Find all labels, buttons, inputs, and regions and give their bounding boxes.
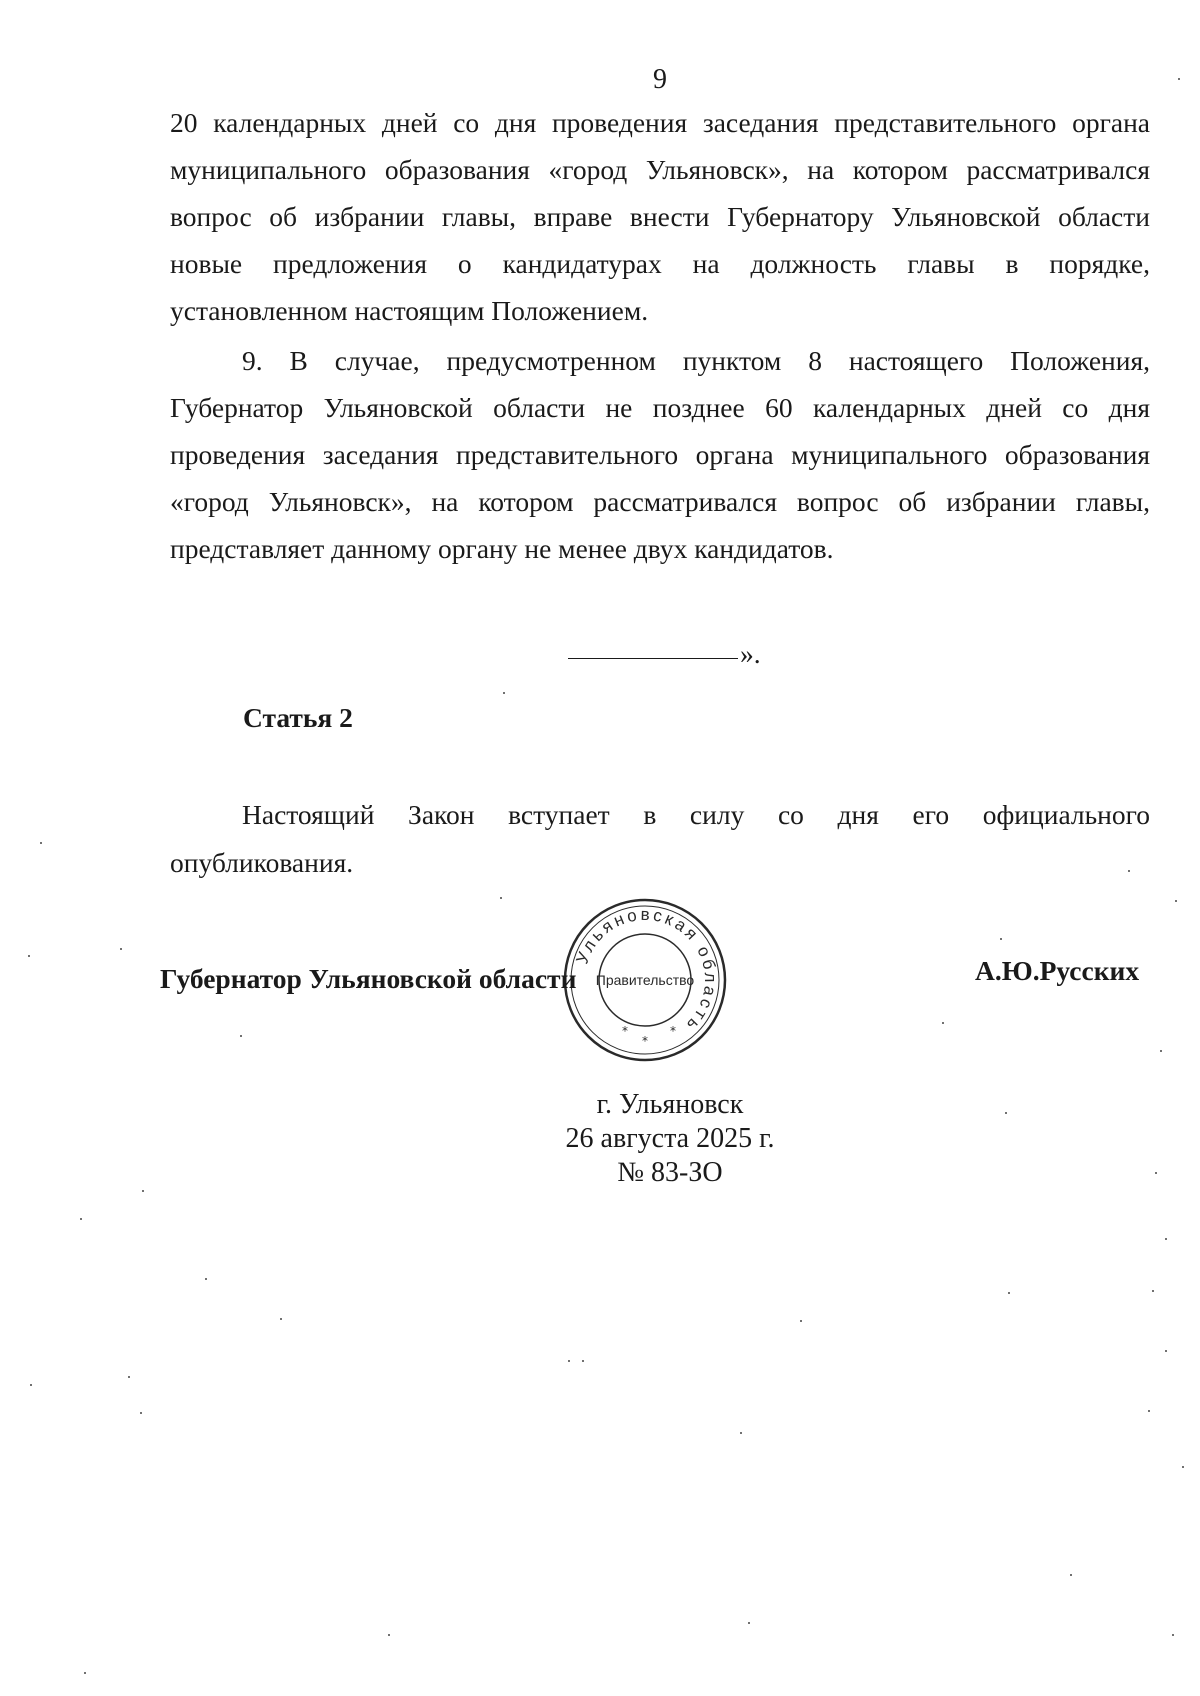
place: г. Ульяновск <box>596 1089 744 1120</box>
scan-speck <box>503 692 505 694</box>
text-line: Губернатор Ульяновской области не позднее 60 календарных дней со дня <box>170 392 1150 423</box>
law-number: № 83-ЗО <box>617 1157 723 1188</box>
scan-speck <box>500 897 502 899</box>
scan-speck <box>120 948 122 950</box>
scan-speck <box>1152 1290 1154 1292</box>
place-date-number <box>520 1088 820 1190</box>
scan-speck <box>800 1320 802 1322</box>
text-line: новые предложения о кандидатурах на должность главы в порядке, <box>170 248 1150 279</box>
article-heading: Статья 2 <box>243 702 353 733</box>
scan-speck <box>1000 938 1002 940</box>
scan-speck <box>582 1360 584 1362</box>
scan-speck <box>740 1432 742 1434</box>
seal-ring-text: Ульяновская область <box>572 904 721 1037</box>
scan-speck <box>205 1278 207 1280</box>
scan-speck <box>1178 78 1180 80</box>
scan-speck <box>1172 1634 1174 1636</box>
text-line: вопрос об избрании главы, вправе внести Губернатору Ульяновской области <box>170 201 1150 232</box>
date: 26 августа 2025 г. <box>565 1123 775 1154</box>
scan-speck <box>84 1672 86 1674</box>
scan-speck <box>388 1634 390 1636</box>
closing-rule <box>568 658 738 659</box>
text-line: 9. В случае, предусмотренном пунктом 8 настоящего Положения, <box>242 345 1150 376</box>
scan-speck <box>240 1035 242 1037</box>
text-line: представляет данному органу не менее двух кандидатов. <box>170 533 834 564</box>
seal-center-text: Правительство <box>595 972 695 988</box>
scan-speck <box>1148 1410 1150 1412</box>
scan-speck <box>1175 900 1177 902</box>
text-line: муниципального образования «город Ульяновск», на котором рассматривался <box>170 154 1150 185</box>
scan-speck <box>1165 1350 1167 1352</box>
page-number: 9 <box>653 64 667 95</box>
text-line: Настоящий Закон вступает в силу со дня его официального <box>242 799 1150 830</box>
scan-speck <box>1128 870 1130 872</box>
scan-speck <box>1160 1050 1162 1052</box>
scan-speck <box>568 1360 570 1362</box>
scan-speck <box>942 1022 944 1024</box>
scan-speck <box>1070 1574 1072 1576</box>
scan-speck <box>1155 1172 1157 1174</box>
official-seal <box>560 895 730 1065</box>
scan-speck <box>40 842 42 844</box>
closing-quote: ». <box>740 638 761 669</box>
text-line: установленном настоящим Положением. <box>170 295 649 326</box>
scan-speck <box>128 1376 130 1378</box>
scan-speck <box>28 955 30 957</box>
closing-mark <box>568 638 761 670</box>
text-line: «город Ульяновск», на котором рассматривался вопрос об избрании главы, <box>170 486 1150 517</box>
scan-speck <box>1005 1112 1007 1114</box>
scan-speck <box>1008 1292 1010 1294</box>
svg-text:*: * <box>622 1024 628 1038</box>
scan-speck <box>80 1218 82 1220</box>
text-line: проведения заседания представительного органа муниципального образования <box>170 439 1150 470</box>
text-line: опубликования. <box>170 847 354 878</box>
scan-speck <box>1182 1466 1184 1468</box>
svg-text:*: * <box>642 1034 648 1048</box>
scan-speck <box>748 1622 750 1624</box>
text-line: 20 календарных дней со дня проведения заседания представительного органа <box>170 107 1150 138</box>
signer-name: А.Ю.Русских <box>975 955 1140 986</box>
svg-text:*: * <box>670 1024 676 1038</box>
signer-title: Губернатор Ульяновской области <box>160 963 577 994</box>
scan-speck <box>140 1412 142 1414</box>
scan-speck <box>30 1384 32 1386</box>
scan-speck <box>1165 1238 1167 1240</box>
scan-speck <box>280 1318 282 1320</box>
scan-speck <box>142 1190 144 1192</box>
